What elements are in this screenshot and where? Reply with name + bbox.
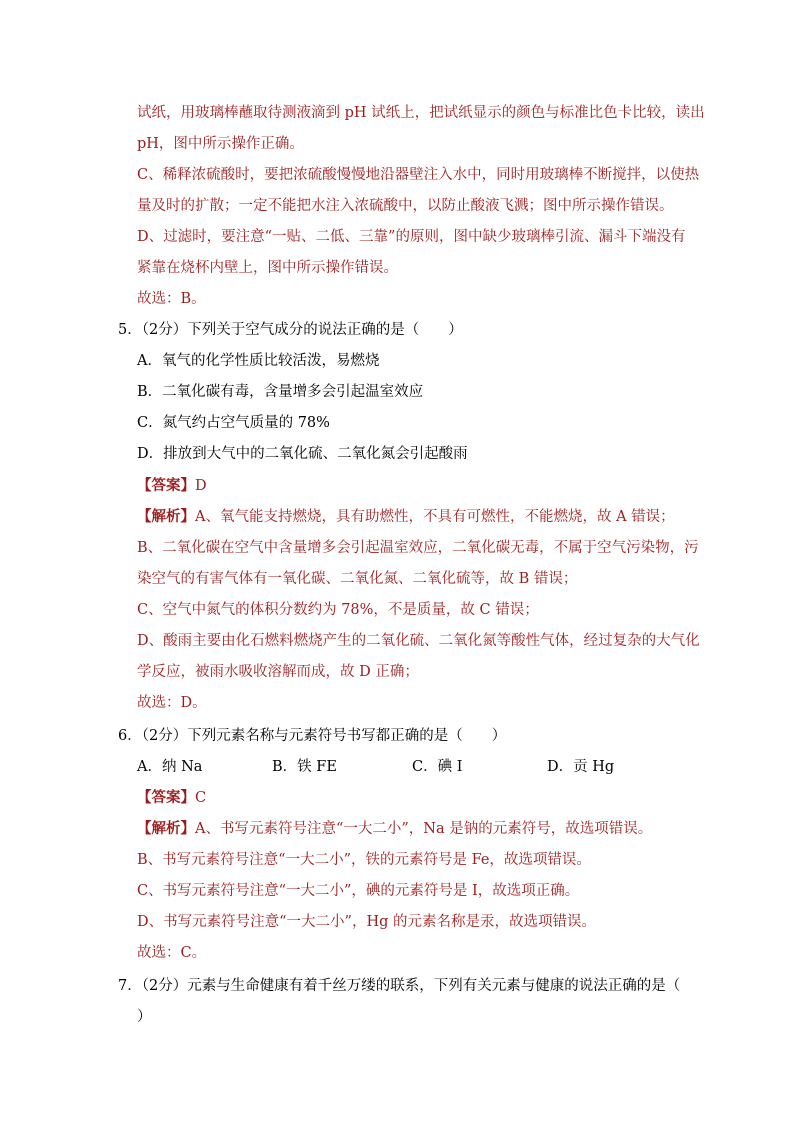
q4-analysis-option-c-cont: 量及时的扩散；一定不能把水注入浓硫酸中，以防止酸液飞溅；图中所示操作错误。	[137, 198, 674, 214]
q7-stem-cont: ）	[137, 1009, 152, 1025]
q5-analysis-d: D、酸雨主要由化石燃料燃烧产生的二氧化硫、二氧化氮等酸性气体，经过复杂的大气化	[137, 633, 700, 649]
q6-stem: 6．（2分）下列元素名称与元素符号书写都正确的是（ ）	[118, 728, 507, 744]
q5-option-c: C．氮气约占空气质量的 78%	[137, 415, 330, 431]
q6-answer	[137, 788, 206, 808]
q5-option-a: A．氧气的化学性质比较活泼，易燃烧	[137, 353, 380, 369]
q5-analysis-b-cont: 染空气的有害气体有一氧化碳、二氧化氮、二氧化硫等，故 B 错误；	[137, 571, 578, 587]
analysis-tag: 【解析】	[137, 820, 195, 837]
q5-answer	[137, 476, 207, 496]
answer-value: D	[195, 478, 207, 494]
q6-options	[0, 757, 794, 777]
q6-analysis-d: D、书写元素符号注意“一大二小”，Hg 的元素名称是汞，故选项错误。	[137, 914, 596, 930]
q6-option-b: B．铁 FE	[272, 759, 337, 775]
analysis-text: A、书写元素符号注意“一大二小”，Na 是钠的元素符号，故选项错误。	[195, 821, 653, 837]
q4-analysis-option-c: C、稀释浓硫酸时，要把浓硫酸慢慢地沿器壁注入水中，同时用玻璃棒不断搅拌，以使热	[137, 167, 700, 183]
q4-analysis-option-d-cont: 紧靠在烧杯内壁上，图中所示操作错误。	[137, 260, 398, 276]
q4-analysis-option-d: D、过滤时，要注意“一贴、二低、三靠”的原则，图中缺少玻璃棒引流、漏斗下端没有	[137, 229, 686, 245]
q5-analysis-c: C、空气中氮气的体积分数约为 78%，不是质量，故 C 错误；	[137, 602, 539, 618]
q5-analysis-d-cont: 学反应，被雨水吸收溶解而成，故 D 正确；	[137, 664, 419, 680]
q5-option-b: B．二氧化碳有毒，含量增多会引起温室效应	[137, 384, 424, 400]
q6-analysis-b: B、书写元素符号注意“一大二小”，铁的元素符号是 Fe，故选项错误。	[137, 852, 591, 868]
q4-analysis-line: 试纸，用玻璃棒蘸取待测液滴到 pH 试纸上，把试纸显示的颜色与标准比色卡比较，读出	[137, 105, 705, 121]
q7-stem: 7．（2分）元素与生命健康有着千丝万缕的联系，下列有关元素与健康的说法正确的是（	[118, 978, 681, 994]
q6-analysis-a	[137, 819, 652, 839]
q6-option-c: C．碘 I	[412, 759, 463, 775]
q6-option-a: A．纳 Na	[137, 759, 203, 775]
answer-value: C	[195, 790, 207, 806]
q6-option-d: D．贡 Hg	[547, 759, 615, 775]
q5-choose: 故选：D。	[137, 695, 207, 711]
q5-analysis-b: B、二氧化碳在空气中含量增多会引起温室效应，二氧化碳无毒，不属于空气污染物，污	[137, 540, 699, 556]
q5-option-d: D．排放到大气中的二氧化硫、二氧化氮会引起酸雨	[137, 446, 468, 462]
answer-tag: 【答案】	[137, 789, 195, 806]
q4-analysis-line: pH，图中所示操作正确。	[137, 136, 304, 152]
answer-tag: 【答案】	[137, 477, 195, 494]
q4-choose: 故选：B。	[137, 291, 206, 307]
analysis-text: A、氧气能支持燃烧，具有助燃性，不具有可燃性，不能燃烧，故 A 错误；	[195, 509, 675, 525]
q6-choose: 故选：C。	[137, 945, 207, 961]
q5-analysis-a	[137, 507, 675, 527]
q6-analysis-c: C、书写元素符号注意“一大二小”，碘的元素符号是 I，故选项正确。	[137, 883, 580, 899]
q5-stem: 5．（2分）下列关于空气成分的说法正确的是（ ）	[118, 322, 463, 338]
analysis-tag: 【解析】	[137, 508, 195, 525]
